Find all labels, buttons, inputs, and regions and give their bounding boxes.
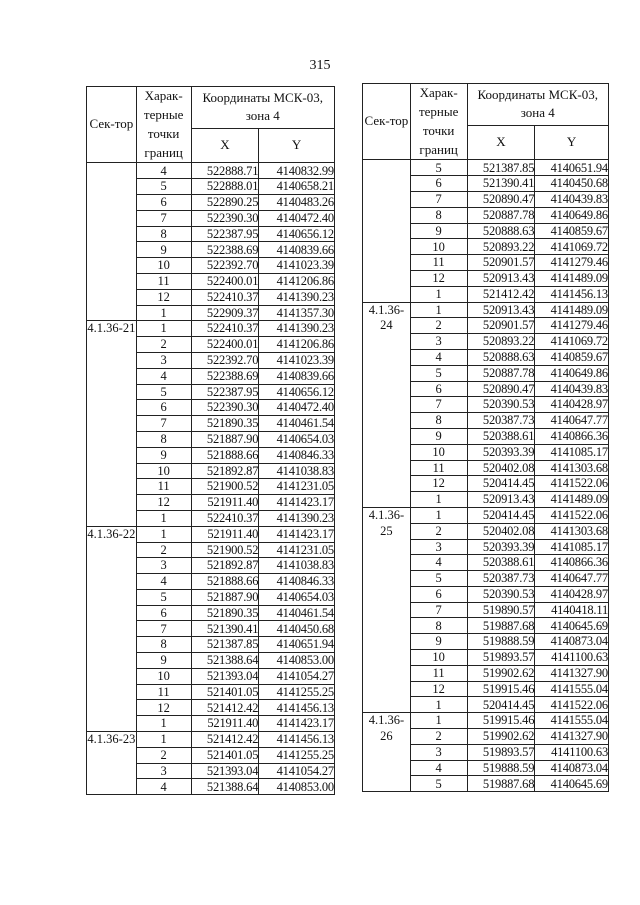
x-cell: 519902.62	[467, 729, 535, 745]
point-cell: 10	[136, 463, 191, 479]
y-cell: 4140649.86	[535, 365, 609, 381]
y-cell: 4141390.23	[259, 321, 335, 337]
point-cell: 8	[410, 413, 467, 429]
point-cell: 11	[136, 479, 191, 495]
y-cell: 4140866.36	[535, 555, 609, 571]
x-cell: 520887.78	[467, 207, 535, 223]
y-cell: 4141357.30	[259, 305, 335, 321]
y-cell: 4140651.94	[535, 160, 609, 176]
point-cell: 5	[136, 589, 191, 605]
x-cell: 521412.42	[191, 700, 259, 716]
y-cell: 4141100.63	[535, 744, 609, 760]
x-cell: 522390.30	[191, 210, 259, 226]
point-cell: 9	[136, 653, 191, 669]
x-cell: 520387.73	[467, 571, 535, 587]
y-cell: 4140461.54	[259, 605, 335, 621]
x-cell: 520888.63	[467, 223, 535, 239]
y-cell: 4140450.68	[259, 621, 335, 637]
point-cell: 1	[410, 507, 467, 523]
x-cell: 522400.01	[191, 337, 259, 353]
point-cell: 12	[136, 289, 191, 305]
x-cell: 521892.87	[191, 558, 259, 574]
x-cell: 521911.40	[191, 526, 259, 542]
point-cell: 7	[136, 621, 191, 637]
point-cell: 5	[410, 365, 467, 381]
x-cell: 522388.69	[191, 368, 259, 384]
point-cell: 11	[136, 273, 191, 289]
sector-cell	[87, 163, 137, 321]
point-cell: 3	[410, 744, 467, 760]
point-cell: 11	[410, 460, 467, 476]
y-cell: 4141489.09	[535, 302, 609, 318]
y-cell: 4140645.69	[535, 776, 609, 792]
point-cell: 1	[410, 286, 467, 302]
point-cell: 5	[410, 776, 467, 792]
y-cell: 4140846.33	[259, 574, 335, 590]
y-cell: 4141303.68	[535, 523, 609, 539]
x-cell: 519887.68	[467, 618, 535, 634]
point-cell: 1	[136, 321, 191, 337]
sector-cell: 4.1.36-25	[363, 507, 411, 712]
point-cell: 10	[410, 650, 467, 666]
point-cell: 8	[136, 431, 191, 447]
x-cell: 519887.68	[467, 776, 535, 792]
y-cell: 4141489.09	[535, 270, 609, 286]
point-cell: 6	[136, 194, 191, 210]
x-cell: 521887.90	[191, 431, 259, 447]
x-cell: 519888.59	[467, 634, 535, 650]
x-cell: 521888.66	[191, 574, 259, 590]
x-cell: 520890.47	[467, 191, 535, 207]
y-cell: 4141255.25	[259, 684, 335, 700]
y-cell: 4141522.06	[535, 507, 609, 523]
point-cell: 4	[410, 555, 467, 571]
y-cell: 4140654.03	[259, 589, 335, 605]
x-cell: 522888.01	[191, 179, 259, 195]
x-cell: 520913.43	[467, 492, 535, 508]
x-cell: 521888.66	[191, 447, 259, 463]
x-cell: 520393.39	[467, 444, 535, 460]
y-cell: 4141423.17	[259, 716, 335, 732]
table-row	[363, 713, 609, 729]
y-cell: 4140647.77	[535, 413, 609, 429]
point-cell: 6	[136, 605, 191, 621]
sector-cell	[363, 160, 411, 302]
x-cell: 522410.37	[191, 321, 259, 337]
x-cell: 521911.40	[191, 495, 259, 511]
x-cell: 520890.47	[467, 381, 535, 397]
x-cell: 521388.64	[191, 653, 259, 669]
x-cell: 521911.40	[191, 716, 259, 732]
x-cell: 519890.57	[467, 602, 535, 618]
x-cell: 522400.01	[191, 273, 259, 289]
y-cell: 4141522.06	[535, 476, 609, 492]
x-cell: 521390.41	[191, 621, 259, 637]
x-cell: 520402.08	[467, 460, 535, 476]
x-cell: 521412.42	[467, 286, 535, 302]
y-cell: 4141555.04	[535, 713, 609, 729]
x-header: X	[191, 128, 259, 163]
y-cell: 4140439.83	[535, 381, 609, 397]
x-cell: 519902.62	[467, 665, 535, 681]
table-row	[87, 163, 335, 179]
x-cell: 521900.52	[191, 542, 259, 558]
sector-cell: 4.1.36-22	[87, 526, 137, 731]
coordinates-table-left	[86, 86, 335, 795]
point-cell: 9	[410, 223, 467, 239]
point-cell: 1	[136, 716, 191, 732]
x-cell: 520414.45	[467, 476, 535, 492]
point-cell: 3	[136, 763, 191, 779]
x-header: X	[467, 125, 535, 160]
point-cell: 7	[410, 191, 467, 207]
x-cell: 520402.08	[467, 523, 535, 539]
sector-header: Сек-тор	[363, 84, 411, 160]
point-cell: 7	[410, 397, 467, 413]
sector-cell: 4.1.36-21	[87, 321, 137, 526]
point-cell: 11	[410, 255, 467, 271]
point-cell: 3	[410, 539, 467, 555]
x-cell: 520390.53	[467, 586, 535, 602]
table-row	[87, 526, 335, 542]
sector-header: Сек-тор	[87, 87, 137, 163]
x-cell: 520893.22	[467, 334, 535, 350]
point-cell: 1	[410, 302, 467, 318]
y-cell: 4140656.12	[259, 384, 335, 400]
x-cell: 520390.53	[467, 397, 535, 413]
y-cell: 4140853.00	[259, 653, 335, 669]
point-cell: 9	[410, 634, 467, 650]
point-cell: 4	[410, 760, 467, 776]
y-cell: 4140832.99	[259, 163, 335, 179]
point-cell: 2	[136, 337, 191, 353]
x-cell: 520901.57	[467, 318, 535, 334]
point-cell: 2	[136, 542, 191, 558]
table-row	[87, 732, 335, 748]
point-cell: 1	[410, 713, 467, 729]
point-cell: 7	[410, 602, 467, 618]
x-cell: 521401.05	[191, 747, 259, 763]
y-cell: 4140472.40	[259, 210, 335, 226]
y-cell: 4141038.83	[259, 463, 335, 479]
point-cell: 12	[136, 495, 191, 511]
point-cell: 1	[136, 526, 191, 542]
y-cell: 4141206.86	[259, 337, 335, 353]
y-cell: 4140859.67	[535, 223, 609, 239]
point-cell: 4	[410, 349, 467, 365]
point-cell: 1	[410, 492, 467, 508]
y-cell: 4141279.46	[535, 255, 609, 271]
x-cell: 521890.35	[191, 605, 259, 621]
y-cell: 4141303.68	[535, 460, 609, 476]
sector-cell: 4.1.36-24	[363, 302, 411, 507]
x-cell: 522392.70	[191, 258, 259, 274]
point-cell: 9	[136, 447, 191, 463]
y-cell: 4141327.90	[535, 665, 609, 681]
point-cell: 4	[136, 163, 191, 179]
y-cell: 4140483.26	[259, 194, 335, 210]
points-header: Харак-терные точки границ	[410, 84, 467, 160]
point-cell: 3	[136, 352, 191, 368]
y-cell: 4141085.17	[535, 444, 609, 460]
point-cell: 8	[136, 637, 191, 653]
point-cell: 3	[136, 558, 191, 574]
y-cell: 4140649.86	[535, 207, 609, 223]
y-cell: 4141038.83	[259, 558, 335, 574]
x-cell: 519915.46	[467, 681, 535, 697]
y-cell: 4141054.27	[259, 668, 335, 684]
point-cell: 9	[410, 428, 467, 444]
x-cell: 520913.43	[467, 270, 535, 286]
y-cell: 4141023.39	[259, 352, 335, 368]
x-cell: 521892.87	[191, 463, 259, 479]
y-cell: 4140645.69	[535, 618, 609, 634]
point-cell: 2	[136, 747, 191, 763]
point-cell: 12	[410, 681, 467, 697]
sector-cell: 4.1.36-26	[363, 713, 411, 792]
table-row	[363, 302, 609, 318]
point-cell: 7	[136, 210, 191, 226]
y-cell: 4141231.05	[259, 479, 335, 495]
y-cell: 4140647.77	[535, 571, 609, 587]
x-cell: 520901.57	[467, 255, 535, 271]
y-header: Y	[535, 125, 609, 160]
point-cell: 11	[136, 684, 191, 700]
point-cell: 11	[410, 665, 467, 681]
point-cell: 12	[136, 700, 191, 716]
y-cell: 4140439.83	[535, 191, 609, 207]
point-cell: 8	[410, 618, 467, 634]
point-cell: 9	[136, 242, 191, 258]
x-cell: 522410.37	[191, 289, 259, 305]
y-cell: 4140654.03	[259, 431, 335, 447]
table-row	[363, 507, 609, 523]
x-cell: 522392.70	[191, 352, 259, 368]
table-row	[363, 160, 609, 176]
x-cell: 520388.61	[467, 428, 535, 444]
y-cell: 4141390.23	[259, 289, 335, 305]
y-cell: 4141069.72	[535, 239, 609, 255]
x-cell: 520887.78	[467, 365, 535, 381]
right-table-body	[363, 160, 609, 792]
point-cell: 1	[136, 510, 191, 526]
point-cell: 1	[136, 732, 191, 748]
y-cell: 4141023.39	[259, 258, 335, 274]
y-cell: 4140839.66	[259, 368, 335, 384]
y-cell: 4141085.17	[535, 539, 609, 555]
point-cell: 5	[136, 384, 191, 400]
y-cell: 4140418.11	[535, 602, 609, 618]
y-cell: 4141327.90	[535, 729, 609, 745]
y-cell: 4141206.86	[259, 273, 335, 289]
y-cell: 4141423.17	[259, 526, 335, 542]
point-cell: 12	[410, 270, 467, 286]
point-cell: 6	[136, 400, 191, 416]
point-cell: 8	[136, 226, 191, 242]
x-cell: 521393.04	[191, 668, 259, 684]
y-cell: 4140461.54	[259, 416, 335, 432]
x-cell: 521390.41	[467, 176, 535, 192]
point-cell: 10	[410, 239, 467, 255]
x-cell: 521401.05	[191, 684, 259, 700]
point-cell: 6	[410, 381, 467, 397]
point-cell: 5	[410, 571, 467, 587]
y-cell: 4141279.46	[535, 318, 609, 334]
y-cell: 4140873.04	[535, 634, 609, 650]
x-cell: 520414.45	[467, 697, 535, 713]
y-cell: 4141231.05	[259, 542, 335, 558]
point-cell: 10	[136, 668, 191, 684]
y-cell: 4140839.66	[259, 242, 335, 258]
y-cell: 4140859.67	[535, 349, 609, 365]
point-cell: 4	[136, 368, 191, 384]
point-cell: 6	[410, 586, 467, 602]
y-cell: 4140866.36	[535, 428, 609, 444]
point-cell: 7	[136, 416, 191, 432]
point-cell: 6	[410, 176, 467, 192]
x-cell: 522410.37	[191, 510, 259, 526]
left-table-body	[87, 163, 335, 795]
table-row	[87, 321, 335, 337]
x-cell: 521900.52	[191, 479, 259, 495]
x-cell: 521412.42	[191, 732, 259, 748]
y-cell: 4141390.23	[259, 510, 335, 526]
sector-cell: 4.1.36-23	[87, 732, 137, 795]
point-cell: 5	[410, 160, 467, 176]
x-cell: 522890.25	[191, 194, 259, 210]
y-cell: 4141456.13	[259, 732, 335, 748]
x-cell: 520888.63	[467, 349, 535, 365]
x-cell: 519893.57	[467, 744, 535, 760]
point-cell: 1	[410, 697, 467, 713]
point-cell: 12	[410, 476, 467, 492]
y-cell: 4140658.21	[259, 179, 335, 195]
x-cell: 519915.46	[467, 713, 535, 729]
x-cell: 521887.90	[191, 589, 259, 605]
x-cell: 521387.85	[467, 160, 535, 176]
y-cell: 4140428.97	[535, 586, 609, 602]
x-cell: 522387.95	[191, 226, 259, 242]
x-cell: 520414.45	[467, 507, 535, 523]
point-cell: 3	[410, 334, 467, 350]
point-cell: 1	[136, 305, 191, 321]
x-cell: 522888.71	[191, 163, 259, 179]
y-cell: 4141522.06	[535, 697, 609, 713]
page-number: 315	[309, 58, 331, 73]
y-header: Y	[259, 128, 335, 163]
x-cell: 520893.22	[467, 239, 535, 255]
y-cell: 4141456.13	[259, 700, 335, 716]
y-cell: 4140873.04	[535, 760, 609, 776]
y-cell: 4141555.04	[535, 681, 609, 697]
coordinates-table-right	[362, 83, 609, 792]
x-cell: 521387.85	[191, 637, 259, 653]
y-cell: 4141456.13	[535, 286, 609, 302]
x-cell: 522388.69	[191, 242, 259, 258]
point-cell: 4	[136, 574, 191, 590]
y-cell: 4140656.12	[259, 226, 335, 242]
point-cell: 2	[410, 729, 467, 745]
point-cell: 10	[410, 444, 467, 460]
y-cell: 4141255.25	[259, 747, 335, 763]
x-cell: 520393.39	[467, 539, 535, 555]
y-cell: 4141069.72	[535, 334, 609, 350]
y-cell: 4140853.00	[259, 779, 335, 795]
y-cell: 4140450.68	[535, 176, 609, 192]
y-cell: 4140651.94	[259, 637, 335, 653]
x-cell: 522390.30	[191, 400, 259, 416]
x-cell: 519893.57	[467, 650, 535, 666]
points-header: Харак-терные точки границ	[136, 87, 191, 163]
x-cell: 521388.64	[191, 779, 259, 795]
coords-header: Координаты МСК-03, зона 4	[191, 87, 334, 129]
y-cell: 4141489.09	[535, 492, 609, 508]
y-cell: 4141054.27	[259, 763, 335, 779]
point-cell: 2	[410, 523, 467, 539]
y-cell: 4141100.63	[535, 650, 609, 666]
point-cell: 4	[136, 779, 191, 795]
x-cell: 521393.04	[191, 763, 259, 779]
y-cell: 4140846.33	[259, 447, 335, 463]
x-cell: 519888.59	[467, 760, 535, 776]
x-cell: 520913.43	[467, 302, 535, 318]
x-cell: 522387.95	[191, 384, 259, 400]
x-cell: 520387.73	[467, 413, 535, 429]
x-cell: 522909.37	[191, 305, 259, 321]
point-cell: 2	[410, 318, 467, 334]
y-cell: 4140428.97	[535, 397, 609, 413]
y-cell: 4140472.40	[259, 400, 335, 416]
point-cell: 10	[136, 258, 191, 274]
y-cell: 4141423.17	[259, 495, 335, 511]
coords-header: Координаты МСК-03, зона 4	[467, 84, 608, 126]
x-cell: 520388.61	[467, 555, 535, 571]
point-cell: 5	[136, 179, 191, 195]
point-cell: 8	[410, 207, 467, 223]
x-cell: 521890.35	[191, 416, 259, 432]
